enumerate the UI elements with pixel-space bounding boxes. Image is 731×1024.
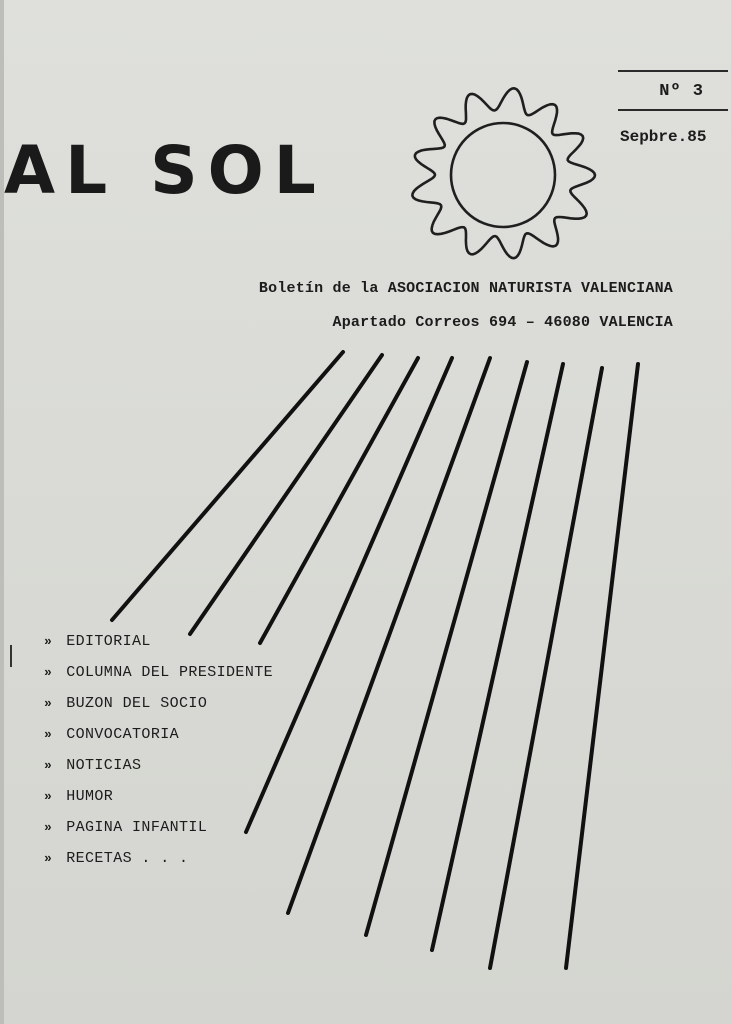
bullet-mark: »	[44, 696, 53, 711]
contents-item	[44, 719, 273, 750]
contents-item-label: CONVOCATORIA	[66, 726, 180, 743]
sun-ray	[566, 364, 638, 968]
contents-item	[44, 750, 273, 781]
bullet-mark: »	[44, 665, 53, 680]
sun-ray	[432, 364, 563, 950]
bullet-mark: »	[44, 634, 53, 649]
contents-item-label: RECETAS . . .	[66, 850, 189, 867]
bullet-mark: »	[44, 758, 53, 773]
margin-mark	[10, 645, 12, 667]
contents-item-label: NOTICIAS	[66, 757, 142, 774]
contents-item-label: COLUMNA DEL PRESIDENTE	[66, 664, 274, 681]
contents-item	[44, 688, 273, 719]
bullet-mark: »	[44, 820, 53, 835]
contents-item-label: HUMOR	[66, 788, 114, 805]
publisher-address: Apartado Correos 694 – 46080 VALENCIA	[332, 314, 673, 331]
contents-item	[44, 781, 273, 812]
sun-ray	[366, 362, 527, 935]
bullet-mark: »	[44, 851, 53, 866]
sun-ray	[490, 368, 602, 968]
publisher-subtitle: Boletín de la ASOCIACION NATURISTA VALENCIANA	[258, 280, 673, 297]
contents-list	[44, 626, 273, 874]
bullet-mark: »	[44, 789, 53, 804]
issue-date: Sepbre.85	[620, 128, 707, 146]
contents-item-label: PAGINA INFANTIL	[66, 819, 208, 836]
contents-item	[44, 657, 273, 688]
contents-item	[44, 843, 273, 874]
contents-item-label: BUZON DEL SOCIO	[66, 695, 208, 712]
contents-item	[44, 626, 273, 657]
issue-number: Nº 3	[659, 82, 704, 101]
bulletin-title: AL SOL	[4, 132, 326, 209]
contents-item-label: EDITORIAL	[66, 633, 151, 650]
contents-item	[44, 812, 273, 843]
bullet-mark: »	[44, 727, 53, 742]
